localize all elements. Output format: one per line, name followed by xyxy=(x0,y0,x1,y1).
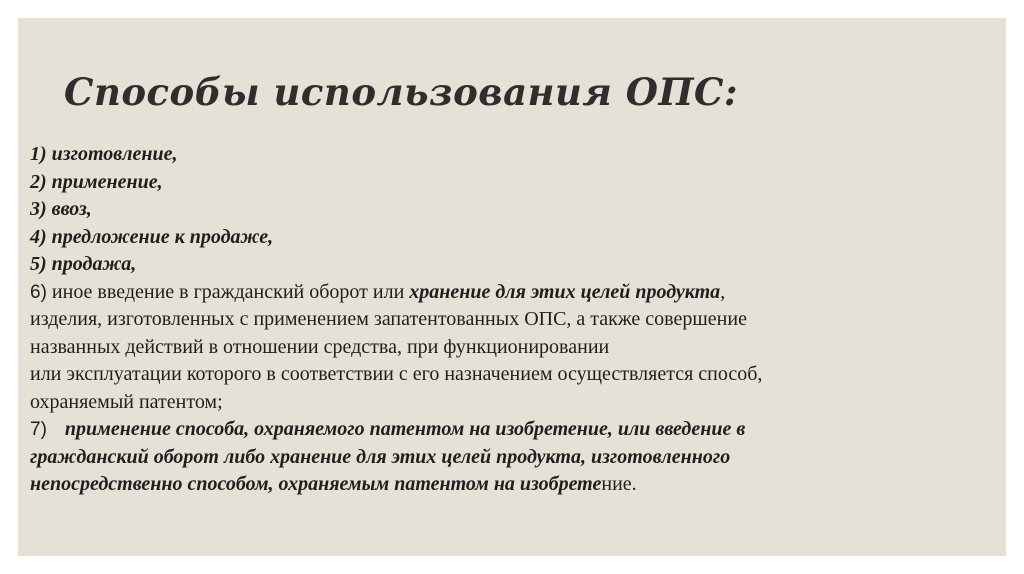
item-6-emphasis: хранение для этих целей продукта xyxy=(409,280,721,303)
item-6-number: 6) xyxy=(30,281,47,303)
item-7-line-1: применение способа, охраняемого патентом на изобретение, или введение в xyxy=(64,418,746,440)
item-6-line-5: охраняемый патентом; xyxy=(30,390,223,413)
item-7-line-2: гражданский оборот либо хранение для этих целей продукта, изготовленного xyxy=(30,445,731,468)
item-7-number: 7) xyxy=(30,419,47,440)
list-item-1: 1) изготовление, xyxy=(30,143,178,165)
list-item-4: 4) предложение к продаже, xyxy=(30,225,274,248)
slide-title: Способы использования ОПС: xyxy=(64,70,739,114)
list-item-3: 3) ввоз, xyxy=(30,198,92,220)
list-item-5: 5) продажа, xyxy=(30,253,137,275)
slide xyxy=(18,18,1006,556)
item-6-text-a: иное введение в гражданский оборот или xyxy=(46,280,410,303)
item-7-line-3-bold: непосредственно способом, охраняемым патентом на изобрете xyxy=(30,473,602,495)
list-item-7 xyxy=(30,416,996,444)
list-item-6 xyxy=(30,279,996,307)
item-7-line-3 xyxy=(30,471,996,499)
item-7-line-3-rest: ние. xyxy=(601,473,637,495)
item-6-line-3: названных действий в отношении средства, при функционировании xyxy=(30,335,610,358)
slide-body xyxy=(30,141,996,499)
item-6-text-b: , xyxy=(720,280,726,303)
list-item-2: 2) применение, xyxy=(30,170,163,193)
item-6-line-2: изделия, изготовленных с применением запатентованных ОПС, а также совершение xyxy=(30,308,747,330)
item-6-line-4: или эксплуатации которого в соответствии с его назначением осуществляется способ, xyxy=(30,363,763,385)
